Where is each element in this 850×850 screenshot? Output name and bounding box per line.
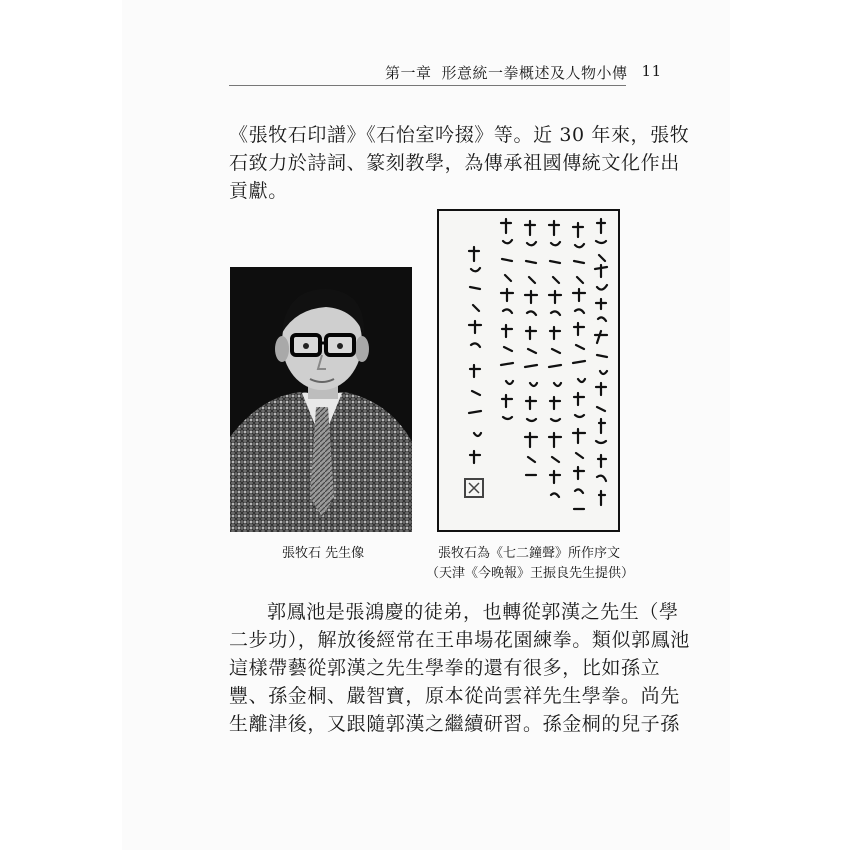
paragraph-line: 二步功），解放後經常在王串場花園練拳。類似郭鳳池 [229,629,690,651]
portrait-photo [230,267,412,532]
paragraph-1 [229,121,690,205]
calligraphy-image [437,209,620,532]
calligraphy-caption: 張牧石為《七二鐘聲》所作序文 [438,546,621,561]
chapter-label: 第一章 [385,64,432,82]
paragraph-line: 生離津後，又跟隨郭漢之繼續研習。孫金桐的兒子孫 [229,713,680,735]
header-rule [229,85,626,86]
calligraphy-credit: （天津《今晚報》王振良先生提供） [426,566,635,581]
paragraph-2 [229,598,690,738]
paragraph-line: 《張牧石印譜》《石怡室吟掇》等。近 30 年來，張牧 [229,124,690,146]
page-number: 11 [641,62,662,80]
chapter-title: 形意統一拳概述及人物小傳 [441,64,628,82]
paragraph-line: 這樣帶藝從郭漢之先生學拳的還有很多，比如孫立 [229,657,661,679]
paragraph-line: 貢獻。 [229,180,288,202]
paragraph-line: 郭鳳池是張鴻慶的徒弟，也轉從郭漢之先生（學 [267,601,679,623]
paragraph-line: 豐、孫金桐、嚴智寶，原本從尚雲祥先生學拳。尚先 [229,685,680,707]
running-head [385,62,662,83]
photo-caption: 張牧石 先生像 [282,546,365,561]
paragraph-line: 石致力於詩詞、篆刻教學，為傳承祖國傳統文化作出 [229,152,680,174]
